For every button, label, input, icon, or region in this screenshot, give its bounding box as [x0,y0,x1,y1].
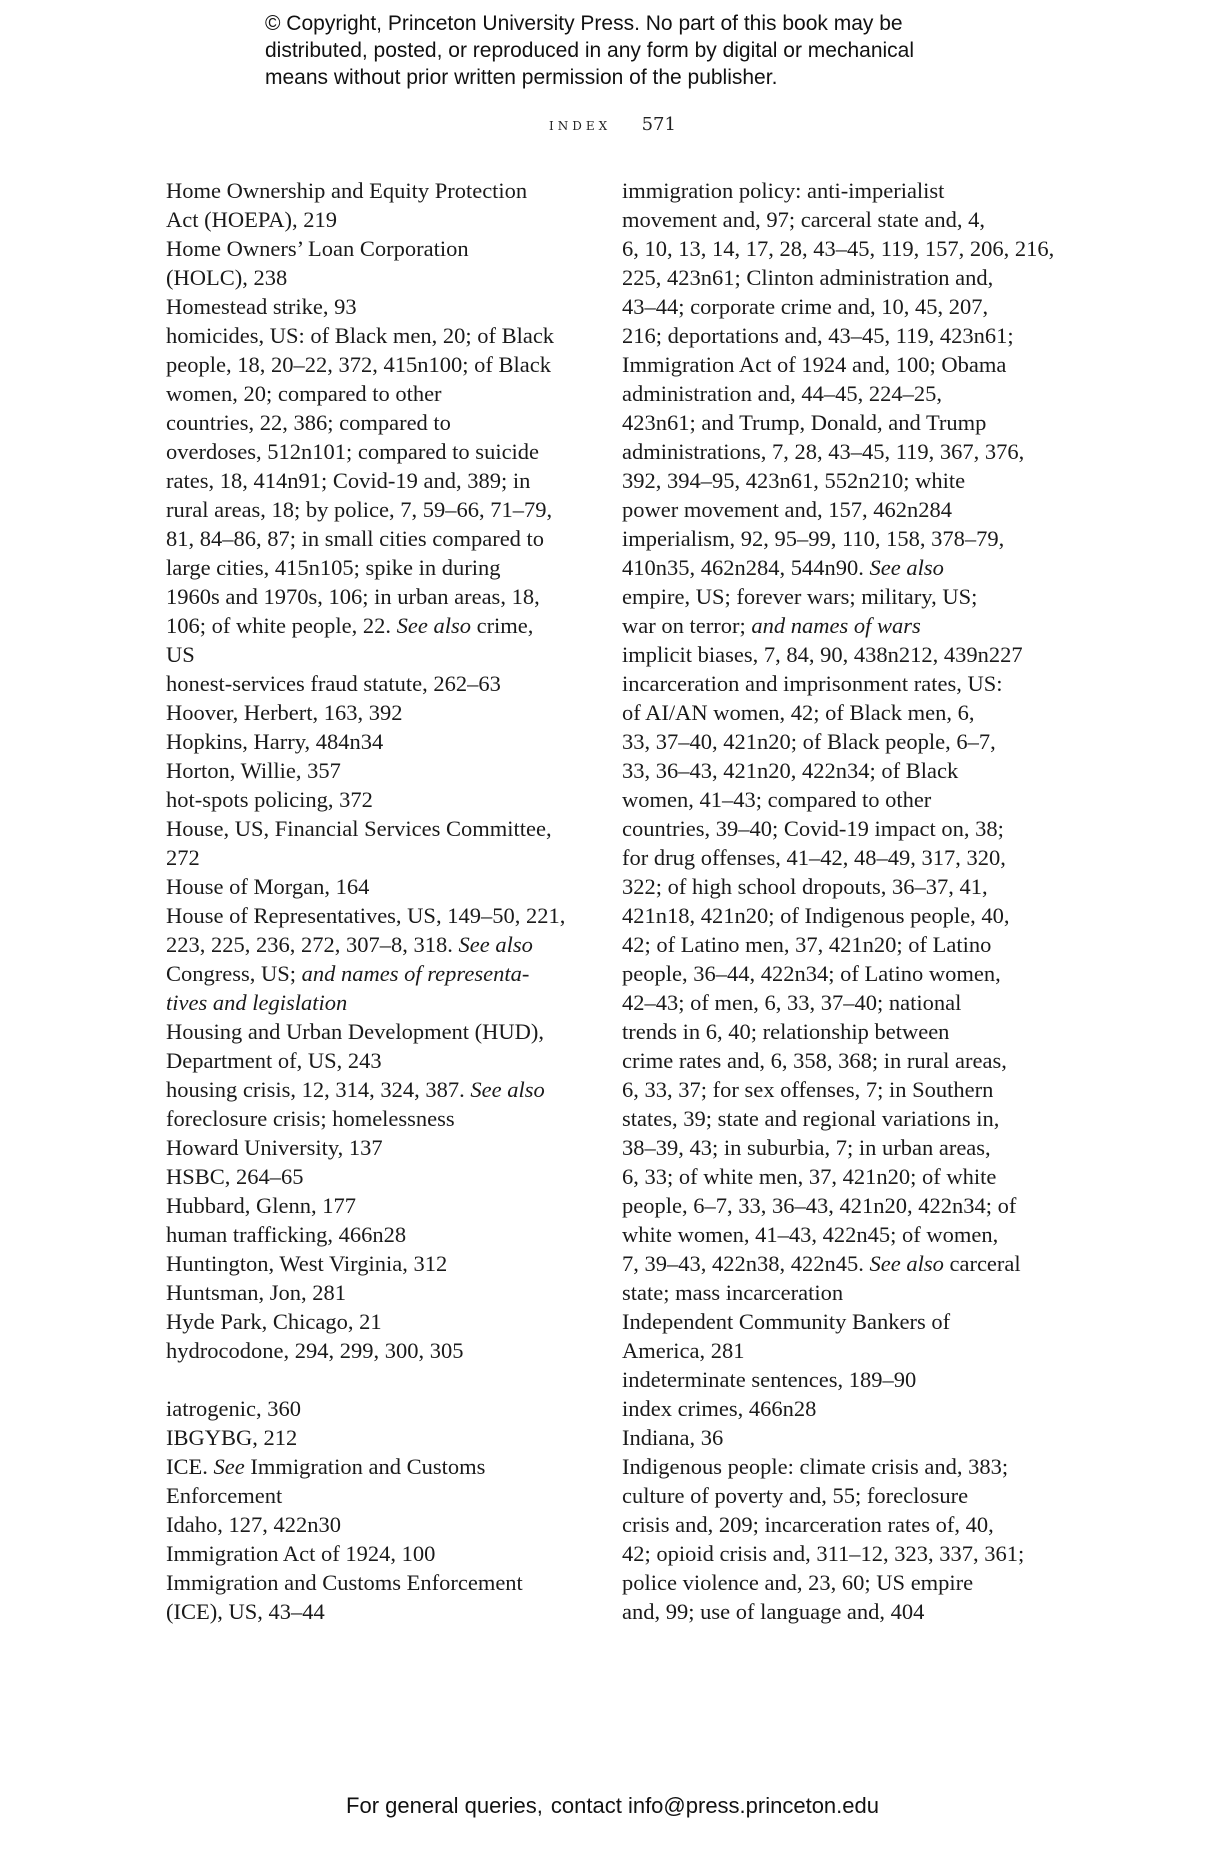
index-entry-line: 223, 225, 236, 272, 307–8, 318. See also [166,932,533,957]
index-entry-line: white women, 41–43, 422n45; of women, [622,1222,999,1247]
index-entry-line: crime rates and, 6, 358, 368; in rural areas, [622,1048,1007,1073]
index-entry [622,524,1042,640]
index-entry [166,1133,586,1162]
index-entry-line: IBGYBG, 212 [166,1425,298,1450]
index-entry-line: indeterminate sentences, 189–90 [622,1367,917,1392]
page-number: 571 [641,114,676,135]
footer-contact [0,1793,1225,1819]
index-entry-line: hydrocodone, 294, 299, 300, 305 [166,1338,464,1363]
copyright-line: distributed, posted, or reproduced in any form by digital or mechanical [265,39,915,62]
index-entry-line: large cities, 415n105; spike in during [166,555,501,580]
index-entry-line: House of Representatives, US, 149–50, 221, [166,903,566,928]
index-entry-line: women, 41–43; compared to other [622,787,932,812]
index-entry [622,640,1042,669]
index-entry-line: Horton, Willie, 357 [166,758,341,783]
index-entry-line: trends in 6, 40; relationship between [622,1019,950,1044]
index-entry-line: police violence and, 23, 60; US empire [622,1570,974,1595]
footer-contact-text: contact info@press.princeton.edu [550,1793,879,1818]
index-entry-line: 392, 394–95, 423n61, 552n210; white [622,468,966,493]
index-entry [166,1394,586,1423]
index-entry [166,901,586,1017]
index-entry-line: 42; of Latino men, 37, 421n20; of Latino [622,932,992,957]
index-entry-line: Department of, US, 243 [166,1048,382,1073]
index-entry-line: people, 6–7, 33, 36–43, 421n20, 422n34; of [622,1193,1017,1218]
index-entry-line: 225, 423n61; Clinton administration and, [622,265,994,290]
index-entry-line: Hyde Park, Chicago, 21 [166,1309,382,1334]
index-entry-line: power movement and, 157, 462n284 [622,497,952,522]
index-entry-line: Enforcement [166,1483,283,1508]
index-entry-line: of AI/AN women, 42; of Black men, 6, [622,700,975,725]
index-entry [166,698,586,727]
index-entry-line: states, 39; state and regional variations in, [622,1106,1000,1131]
index-entry-line: Immigration and Customs Enforcement [166,1570,523,1595]
index-entry-line: 106; of white people, 22. See also crime, [166,613,534,638]
index-entry-line: imperialism, 92, 95–99, 110, 158, 378–79, [622,526,1005,551]
index-entry [166,321,586,669]
index-entry-line: House, US, Financial Services Committee, [166,816,552,841]
index-entry-line: Hopkins, Harry, 484n34 [166,729,384,754]
copyright-line: © Copyright, Princeton University Press. No part of this book may be [265,12,903,35]
index-entry-line: Congress, US; and names of representa- [166,961,530,986]
index-entry-line: 33, 37–40, 421n20; of Black people, 6–7, [622,729,996,754]
index-entry-line: Hoover, Herbert, 163, 392 [166,700,403,725]
index-entry-line: Huntsman, Jon, 281 [166,1280,346,1305]
index-entry-line: Independent Community Bankers of [622,1309,951,1334]
index-entry [166,1307,586,1336]
index-entry-line: Homestead strike, 93 [166,294,357,319]
index-entry [166,1220,586,1249]
index-entry-line: implicit biases, 7, 84, 90, 438n212, 439n227 [622,642,1023,667]
index-entry-line: Home Owners’ Loan Corporation [166,236,469,261]
index-entry-line: human trafficking, 466n28 [166,1222,407,1247]
index-entry-line: index crimes, 466n28 [622,1396,817,1421]
index-entry-line: 216; deportations and, 43–45, 119, 423n61; [622,323,1014,348]
index-entry-line: for drug offenses, 41–42, 48–49, 317, 320, [622,845,1006,870]
index-entry [166,872,586,901]
index-entry-line: overdoses, 512n101; compared to suicide [166,439,540,464]
index-entry-line: hot-spots policing, 372 [166,787,373,812]
letter-gap [166,1365,586,1394]
index-entry [622,1307,1042,1365]
index-entry-line: Indigenous people: climate crisis and, 383; [622,1454,1009,1479]
index-entry [166,1017,586,1075]
index-entry [166,814,586,872]
index-entry [166,785,586,814]
index-entry [166,292,586,321]
index-entry [166,669,586,698]
index-entry-line: 33, 36–43, 421n20, 422n34; of Black [622,758,959,783]
index-entry-line: movement and, 97; carceral state and, 4, [622,207,985,232]
index-entry-line: (ICE), US, 43–44 [166,1599,325,1624]
index-entry [622,669,1042,1307]
index-entry-line: Hubbard, Glenn, 177 [166,1193,356,1218]
running-head-label: index [549,115,612,135]
index-entry [166,1278,586,1307]
index-entry-line: war on terror; and names of wars [622,613,921,638]
index-entry-line: Home Ownership and Equity Protection [166,178,528,203]
index-entry-line: Howard University, 137 [166,1135,383,1160]
index-entry-line: incarceration and imprisonment rates, US: [622,671,1003,696]
index-entry [166,1336,586,1365]
index-entry-line: culture of poverty and, 55; foreclosure [622,1483,969,1508]
index-column-left [166,176,586,1626]
index-entry-line: tives and legislation [166,990,348,1015]
index-entry-line: countries, 22, 386; compared to [166,410,451,435]
index-entry [166,1568,586,1626]
index-entry-line: Huntington, West Virginia, 312 [166,1251,448,1276]
index-entry-line: HSBC, 264–65 [166,1164,304,1189]
index-entry-line: 272 [166,845,200,870]
copyright-notice [265,10,1025,91]
index-entry-line: crisis and, 209; incarceration rates of, 40, [622,1512,994,1537]
index-entry-line: House of Morgan, 164 [166,874,370,899]
copyright-line: means without prior written permission of the publisher. [265,66,778,89]
index-entry-line: 322; of high school dropouts, 36–37, 41, [622,874,988,899]
index-entry-line: 81, 84–86, 87; in small cities compared to [166,526,545,551]
index-entry-line: people, 36–44, 422n34; of Latino women, [622,961,1001,986]
index-entry-line: and, 99; use of language and, 404 [622,1599,925,1624]
index-entry [166,1249,586,1278]
index-entry [166,234,586,292]
index-entry-line: rural areas, 18; by police, 7, 59–66, 71–79, [166,497,553,522]
running-head [0,114,1225,135]
index-entry-line: administrations, 7, 28, 43–45, 119, 367, 376, [622,439,1025,464]
index-entry [166,1539,586,1568]
index-entry-line: 421n18, 421n20; of Indigenous people, 40, [622,903,1010,928]
index-entry-line: 38–39, 43; in suburbia, 7; in urban areas, [622,1135,991,1160]
index-entry-line: 423n61; and Trump, Donald, and Trump [622,410,987,435]
index-entry-line: 42; opioid crisis and, 311–12, 323, 337, 361; [622,1541,1025,1566]
index-entry [166,756,586,785]
index-entry-line: 42–43; of men, 6, 33, 37–40; national [622,990,962,1015]
index-entry-line: 6, 10, 13, 14, 17, 28, 43–45, 119, 157, 206, 216, [622,236,1055,261]
index-column-right [622,176,1055,1626]
index-entry-line: state; mass incarceration [622,1280,844,1305]
index-entry-line: America, 281 [622,1338,745,1363]
index-entry [622,176,1055,524]
index-entry [622,1394,1042,1423]
index-entry [166,1162,586,1191]
index-entry-line: iatrogenic, 360 [166,1396,301,1421]
index-entry-line: immigration policy: anti-imperialist [622,178,945,203]
index-entry-line: honest-services fraud statute, 262–63 [166,671,501,696]
index-entry [166,1191,586,1220]
index-entry-line: empire, US; forever wars; military, US; [622,584,978,609]
index-entry-line: foreclosure crisis; homelessness [166,1106,455,1131]
index-entry-line: US [166,642,195,667]
index-entry-line: 410n35, 462n284, 544n90. See also [622,555,944,580]
index-entry [166,176,586,234]
index-entry [166,727,586,756]
index-entry [622,1452,1042,1626]
index-entry-line: housing crisis, 12, 314, 324, 387. See also [166,1077,545,1102]
index-entry-line: Immigration Act of 1924 and, 100; Obama [622,352,1007,377]
index-entry-line: women, 20; compared to other [166,381,442,406]
index-entry-line: administration and, 44–45, 224–25, [622,381,942,406]
index-entry-line: Immigration Act of 1924, 100 [166,1541,436,1566]
index-entry [622,1365,1042,1394]
index-entry-line: 1960s and 1970s, 106; in urban areas, 18, [166,584,540,609]
index-entry-line: Act (HOEPA), 219 [166,207,338,232]
index-entry [166,1510,586,1539]
index-entry [622,1423,1042,1452]
index-entry-line: ICE. See Immigration and Customs [166,1454,486,1479]
index-entry-line: rates, 18, 414n91; Covid-19 and, 389; in [166,468,531,493]
index-entry [166,1075,586,1133]
footer-prefix: For general queries, [346,1793,543,1818]
index-entry-line: 6, 33, 37; for sex offenses, 7; in Southern [622,1077,994,1102]
index-entry-line: (HOLC), 238 [166,265,288,290]
index-entry-line: Idaho, 127, 422n30 [166,1512,341,1537]
index-entry-line: homicides, US: of Black men, 20; of Black [166,323,555,348]
index-entry-line: Housing and Urban Development (HUD), [166,1019,545,1044]
index-entry-line: 43–44; corporate crime and, 10, 45, 207, [622,294,989,319]
index-entry-line: 6, 33; of white men, 37, 421n20; of white [622,1164,997,1189]
index-entry-line: countries, 39–40; Covid-19 impact on, 38; [622,816,1004,841]
index-entry [166,1423,586,1452]
index-entry [166,1452,586,1510]
index-entry-line: Indiana, 36 [622,1425,724,1450]
index-entry-line: people, 18, 20–22, 372, 415n100; of Black [166,352,551,377]
index-entry-line: 7, 39–43, 422n38, 422n45. See also carceral [622,1251,1021,1276]
